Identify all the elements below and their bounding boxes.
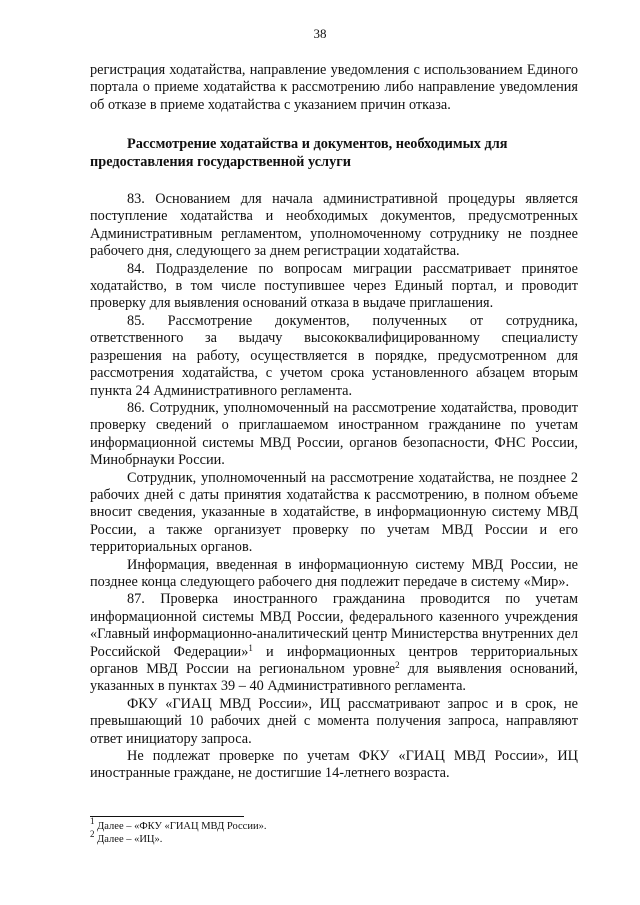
paragraph-86-third: Информация, введенная в информационную систему МВД России, не позднее конца следующего рабочего дня подлежит передаче в систему «Мир». — [90, 556, 578, 590]
paragraph-87-second: ФКУ «ГИАЦ МВД России», ИЦ рассматривают запрос и в срок, не превышающий 10 рабочих дней с момента получения запроса, направляют ответ инициатору запроса. — [90, 695, 578, 747]
footnotes — [90, 816, 578, 846]
paragraph-continuation: регистрация ходатайства, направление уведомления с использованием Единого портала о приеме ходатайства к рассмотрению либо направление уведомления об отказе в приеме ходатайства с указанием причин отказа. — [90, 62, 578, 113]
section-heading: Рассмотрение ходатайства и документов, необходимых для предоставления государственной услуги — [90, 136, 508, 170]
footnote-mark-2: 2 — [90, 829, 95, 839]
footnote-text-1: Далее – «ФКУ «ГИАЦ МВД России». — [94, 821, 267, 832]
footnote-text-2: Далее – «ИЦ». — [94, 834, 163, 845]
paragraph-86-second: Сотрудник, уполномоченный на рассмотрение ходатайства, не позднее 2 рабочих дней с даты принятия ходатайства к рассмотрению, в полном объеме вносит сведения, указанные в ходатайстве, в информационную систему МВД России, а также организует проверку по учетам МВД России и его территориальных органов. — [90, 469, 578, 556]
paragraph-87-part-b: и информационных центров территориальных органов МВД России на региональном уровне — [90, 643, 578, 677]
paragraph-86: 86. Сотрудник, уполномоченный на рассмотрение ходатайства, проводит проверку сведений о приглашаемом иностранном гражданине по учетам информационной системы МВД России, органов безопасности, ФНС России, Минобрнауки России. — [90, 399, 578, 469]
body-text — [90, 62, 578, 783]
page-number: 38 — [313, 26, 327, 41]
paragraph-83: 83. Основанием для начала административной процедуры является поступление ходатайства и необходимых документов, предусмотренных Административным регламентом, уполномоченному сотруднику не позднее рабочего дня, следующего за днем регистрации ходатайства. — [90, 191, 578, 260]
footnote-2 — [90, 829, 578, 846]
paragraph-85: 85. Рассмотрение документов, полученных от сотрудника, ответственного за выдачу высококвалифицированному специалисту разрешения на работу, осуществляется в порядке, предусмотренном для рассмотрения ходатайства, с учетом срока установленного абзацем вторым пункта 24 Административного регламента. — [90, 312, 578, 399]
footnote-ref-1: 1 — [248, 642, 253, 653]
footnote-1 — [90, 816, 578, 833]
paragraph-84: 84. Подразделение по вопросам миграции рассматривает принятое ходатайство, в том числе поступившее через Единый портал, и проводит проверку для выявления оснований отказа в выдаче приглашения. — [90, 260, 578, 312]
footnote-ref-2: 2 — [395, 660, 400, 670]
paragraph-87-third: Не подлежат проверке по учетам ФКУ «ГИАЦ МВД России», ИЦ иностранные граждане, не достигшие 14-летнего возраста. — [90, 748, 578, 782]
paragraph-87 — [90, 591, 578, 695]
footnote-mark-1: 1 — [90, 816, 95, 826]
paragraph-87-part-c: для выявления оснований, указанных в пунктах 39 – 40 Административного регламента. — [90, 661, 578, 695]
footnote-divider — [90, 816, 244, 817]
paragraph-87-part-a: 87. Проверка иностранного гражданина проводится по учетам информационной системы МВД России, федерального казенного учреждения «Главный информационно-аналитический центр Министерства внутренних дел Российской Федерации» — [90, 591, 578, 660]
